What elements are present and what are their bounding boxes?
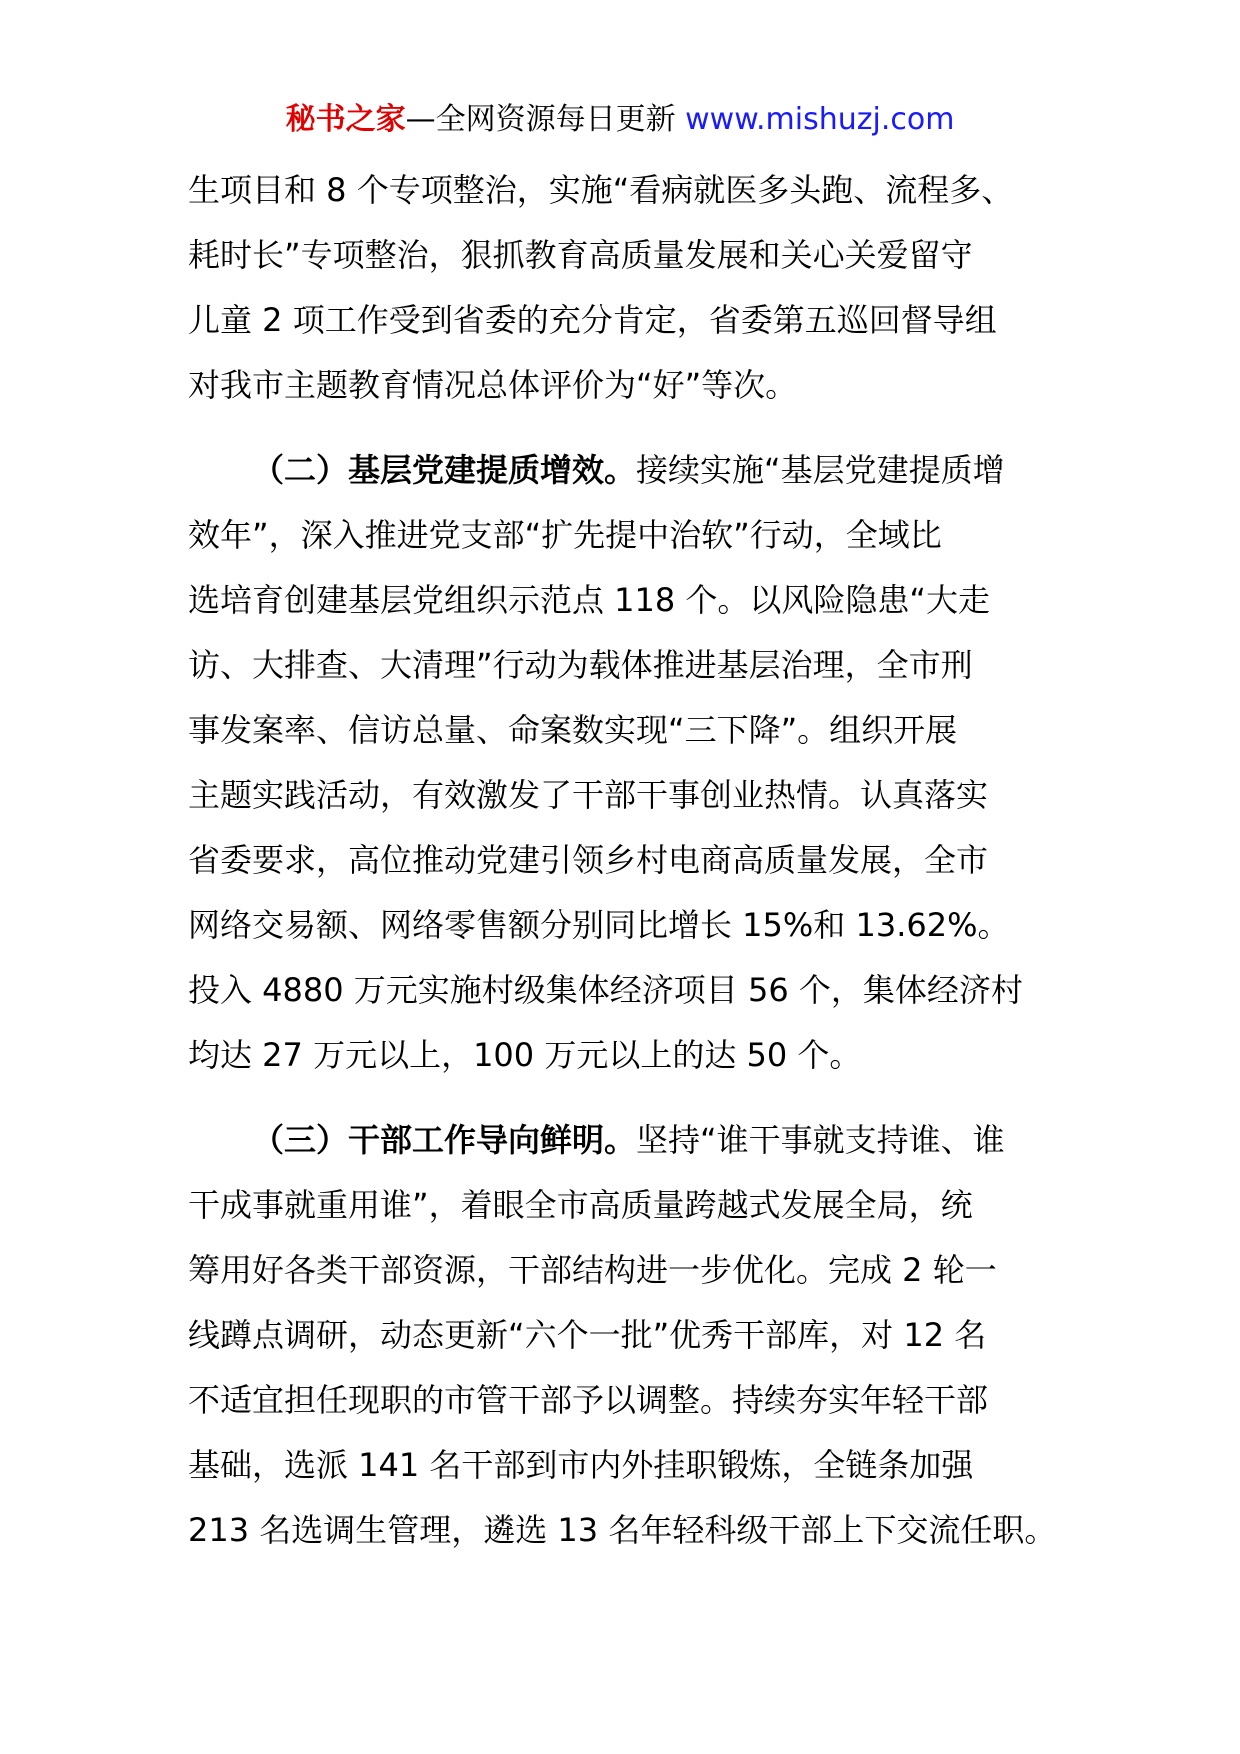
- text-line: 筹用好各类干部资源，干部结构进一步优化。完成 2 轮一: [188, 1251, 997, 1289]
- text-line: 耗时长”专项整治，狠抓教育高质量发展和关心关爱留守: [188, 236, 973, 274]
- text-line: 主题实践活动，有效激发了干部干事创业热情。认真落实: [188, 776, 989, 814]
- paragraph-first-line: [188, 438, 1068, 503]
- paragraph-first-line: [188, 1108, 1068, 1173]
- text-line: 不适宜担任现职的市管干部予以调整。持续夯实年轻干部: [188, 1381, 989, 1419]
- section-heading: （二）基层党建提质增效。: [252, 451, 637, 489]
- text-line: 均达 27 万元以上，100 万元以上的达 50 个。: [188, 1036, 862, 1074]
- document-body: [188, 158, 1068, 1563]
- text-line: 选培育创建基层党组织示范点 118 个。以风险隐患“大走: [188, 581, 991, 619]
- section-heading: （三）干部工作导向鲜明。: [252, 1121, 637, 1159]
- header-tagline: —全网资源每日更新: [405, 102, 676, 137]
- text-line: 效年”，深入推进党支部“扩先提中治软”行动，全域比: [188, 516, 942, 554]
- text-line: 省委要求，高位推动党建引领乡村电商高质量发展，全市: [188, 841, 989, 879]
- paragraph-cadre-work: [188, 1108, 1068, 1563]
- text-line: 对我市主题教育情况总体评价为“好”等次。: [188, 366, 798, 404]
- brand-name: 秘书之家: [285, 102, 406, 137]
- text-line: 访、大排查、大清理”行动为载体推进基层治理，全市刑: [188, 646, 973, 684]
- site-url[interactable]: www.mishuzj.com: [685, 102, 955, 137]
- text-line: 线蹲点调研，动态更新“六个一批”优秀干部库，对 12 名: [188, 1316, 987, 1354]
- text-line: 投入 4880 万元实施村级集体经济项目 56 个，集体经济村: [188, 971, 1023, 1009]
- paragraph-continuation: [188, 158, 1068, 418]
- text-line: 干成事就重用谁”，着眼全市高质量跨越式发展全局，统: [188, 1186, 973, 1224]
- site-header: [0, 100, 1240, 140]
- text-line: 213 名选调生管理，遴选 13 名年轻科级干部上下交流任职。: [188, 1511, 1057, 1549]
- text-line: 生项目和 8 个专项整治，实施“看病就医多头跑、流程多、: [188, 171, 1014, 209]
- text-fragment: 接续实施“基层党建提质增: [636, 451, 1005, 489]
- text-line: 事发案率、信访总量、命案数实现“三下降”。组织开展: [188, 711, 958, 749]
- paragraph-grassroots-party-building: [188, 438, 1068, 1088]
- text-line: 基础，选派 141 名干部到市内外挂职锻炼，全链条加强: [188, 1446, 974, 1484]
- text-line: 网络交易额、网络零售额分别同比增长 15%和 13.62%。: [188, 906, 1010, 944]
- text-line: 儿童 2 项工作受到省委的充分肯定，省委第五巡回督导组: [188, 301, 997, 339]
- text-fragment: 坚持“谁干事就支持谁、谁: [636, 1121, 1005, 1159]
